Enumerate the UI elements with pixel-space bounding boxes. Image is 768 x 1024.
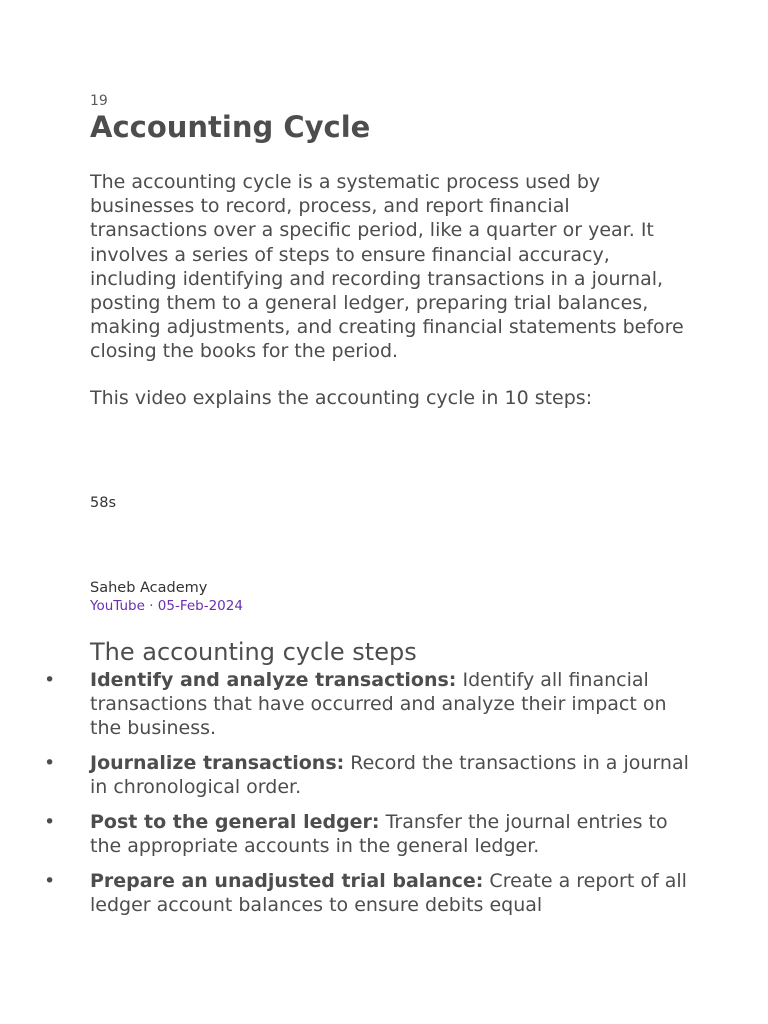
step-title: Journalize transactions: — [90, 752, 345, 775]
bullet-icon: • — [44, 811, 56, 834]
video-source-link[interactable]: YouTube · 05-Feb-2024 — [90, 598, 243, 614]
video-lead-text: This video explains the accounting cycle in 10 steps: — [90, 387, 593, 409]
step-description: Create a report of all ledger account balances to ensure debits equal — [90, 869, 687, 917]
step-description: Identify all financial transactions that have occurred and analyze their impact on the business. — [90, 669, 667, 740]
bullet-icon: • — [44, 752, 56, 775]
step-list-item — [0, 869, 690, 917]
bullet-icon: • — [44, 669, 56, 691]
steps-list — [0, 668, 768, 928]
bullet-icon: • — [44, 869, 56, 892]
step-list-item — [0, 751, 690, 799]
step-list-item — [0, 810, 690, 858]
step-description: Transfer the journal entries to the appropriate accounts in the general ledger. — [90, 811, 668, 858]
intro-paragraph: The accounting cycle is a systematic process used by businesses to record, process, and report financial transactions over a specific period, like a quarter or year. It involves a series of steps to ensure financial accuracy, including identifying and recording transactions in a journal, posting them to a general ledger, preparing trial balances, making adjustments, and creating financial statements before closing the books for the period. — [90, 171, 684, 363]
video-channel-name[interactable]: Saheb Academy — [90, 580, 208, 596]
step-title: Identify and analyze transactions: — [90, 669, 457, 691]
step-title: Prepare an unadjusted trial balance: — [90, 869, 484, 892]
step-list-item — [0, 668, 690, 741]
video-duration[interactable]: 58s — [90, 495, 117, 511]
step-description: Record the transactions in a journal in chronological order. — [90, 752, 689, 799]
steps-section-heading: The accounting cycle steps — [90, 638, 417, 666]
page-title: Accounting Cycle — [90, 110, 371, 144]
step-title: Post to the general ledger: — [90, 811, 380, 834]
page-number: 19 — [90, 93, 108, 109]
